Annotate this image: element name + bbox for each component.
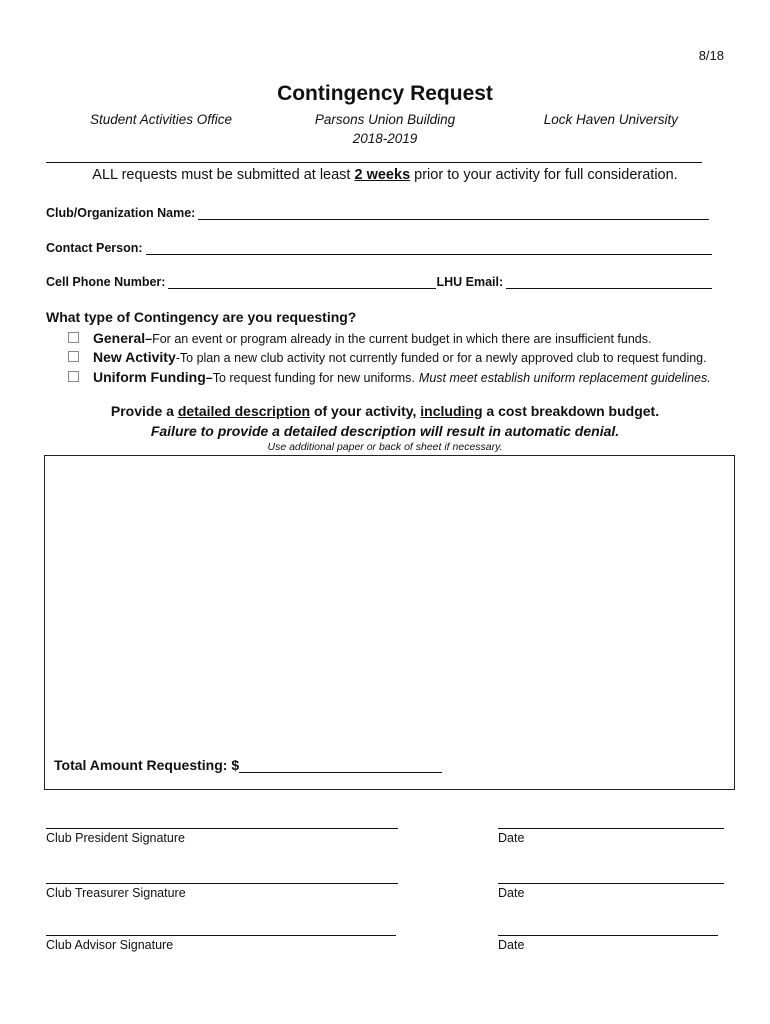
treasurer-date-line[interactable] bbox=[498, 883, 724, 884]
contact-person-input[interactable] bbox=[146, 240, 712, 255]
treasurer-signature-line[interactable] bbox=[46, 883, 398, 884]
desc-u1: detailed description bbox=[177, 403, 311, 419]
contingency-type-question: What type of Contingency are you requesting? bbox=[46, 309, 357, 325]
new-activity-desc: To plan a new club activity not currently funded or for a newly approved club to request funding. bbox=[179, 351, 707, 365]
notice-after: prior to your activity for full consideration. bbox=[410, 167, 678, 183]
advisor-signature-line[interactable] bbox=[46, 935, 396, 936]
president-date-line[interactable] bbox=[498, 828, 724, 829]
description-textarea[interactable] bbox=[44, 455, 735, 790]
header-year: 2018-2019 bbox=[352, 131, 418, 146]
general-desc: For an event or program already in the current budget in which there are insufficient funds. bbox=[152, 332, 652, 346]
desc-p3: a cost breakdown budget. bbox=[482, 403, 660, 419]
general-label: General bbox=[93, 330, 146, 346]
uniform-funding-label: Uniform Funding bbox=[93, 369, 206, 385]
submission-notice bbox=[0, 167, 770, 183]
option-uniform-funding bbox=[68, 369, 711, 385]
president-date-label: Date bbox=[498, 831, 525, 845]
club-name-row bbox=[46, 205, 709, 220]
contact-person-row bbox=[46, 240, 712, 255]
uniform-funding-note: Must meet establish uniform replacement guidelines. bbox=[418, 371, 711, 385]
general-sep: – bbox=[145, 332, 153, 346]
uniform-funding-sep: – bbox=[205, 371, 213, 385]
notice-before: ALL requests must be submitted at least bbox=[92, 167, 355, 183]
contact-person-label: Contact Person: bbox=[46, 241, 143, 255]
desc-u2: including bbox=[420, 403, 483, 419]
new-activity-sep: - bbox=[175, 351, 180, 365]
phone-email-row bbox=[46, 274, 712, 289]
uniform-funding-checkbox[interactable] bbox=[68, 371, 79, 382]
total-amount-row bbox=[54, 757, 442, 773]
treasurer-signature-label: Club Treasurer Signature bbox=[46, 886, 186, 900]
header-university: Lock Haven University bbox=[543, 112, 678, 127]
total-amount-input[interactable] bbox=[239, 758, 442, 773]
general-checkbox[interactable] bbox=[68, 332, 79, 343]
advisor-signature-label: Club Advisor Signature bbox=[46, 938, 174, 952]
treasurer-date-label: Date bbox=[498, 886, 525, 900]
lhu-email-label: LHU Email: bbox=[436, 275, 504, 289]
description-warning: Failure to provide a detailed description will result in automatic denial. bbox=[150, 423, 620, 439]
description-hint: Use additional paper or back of sheet if necessary. bbox=[267, 441, 503, 453]
club-name-input[interactable] bbox=[198, 205, 709, 220]
club-name-label: Club/Organization Name: bbox=[46, 206, 196, 220]
advisor-date-label: Date bbox=[498, 938, 525, 952]
desc-p2: of your activity, bbox=[310, 403, 421, 419]
header-divider bbox=[46, 162, 702, 163]
uniform-funding-desc: To request funding for new uniforms. bbox=[212, 371, 415, 385]
advisor-date-line[interactable] bbox=[498, 935, 718, 936]
president-signature-line[interactable] bbox=[46, 828, 398, 829]
option-new-activity bbox=[68, 349, 707, 365]
new-activity-label: New Activity bbox=[93, 349, 176, 365]
header-office: Student Activities Office bbox=[90, 112, 233, 127]
notice-emphasis: 2 weeks bbox=[354, 167, 411, 183]
option-general bbox=[68, 330, 651, 346]
lhu-email-input[interactable] bbox=[506, 274, 712, 289]
header-building: Parsons Union Building bbox=[314, 112, 456, 127]
cell-phone-input[interactable] bbox=[168, 274, 436, 289]
desc-p1: Provide a bbox=[110, 403, 178, 419]
new-activity-checkbox[interactable] bbox=[68, 351, 79, 362]
description-instruction bbox=[0, 403, 770, 419]
cell-phone-label: Cell Phone Number: bbox=[46, 275, 166, 289]
total-amount-label: Total Amount Requesting: $ bbox=[54, 757, 240, 773]
page-title: Contingency Request bbox=[277, 82, 493, 105]
president-signature-label: Club President Signature bbox=[46, 831, 185, 845]
page-number: 8/18 bbox=[698, 48, 724, 63]
